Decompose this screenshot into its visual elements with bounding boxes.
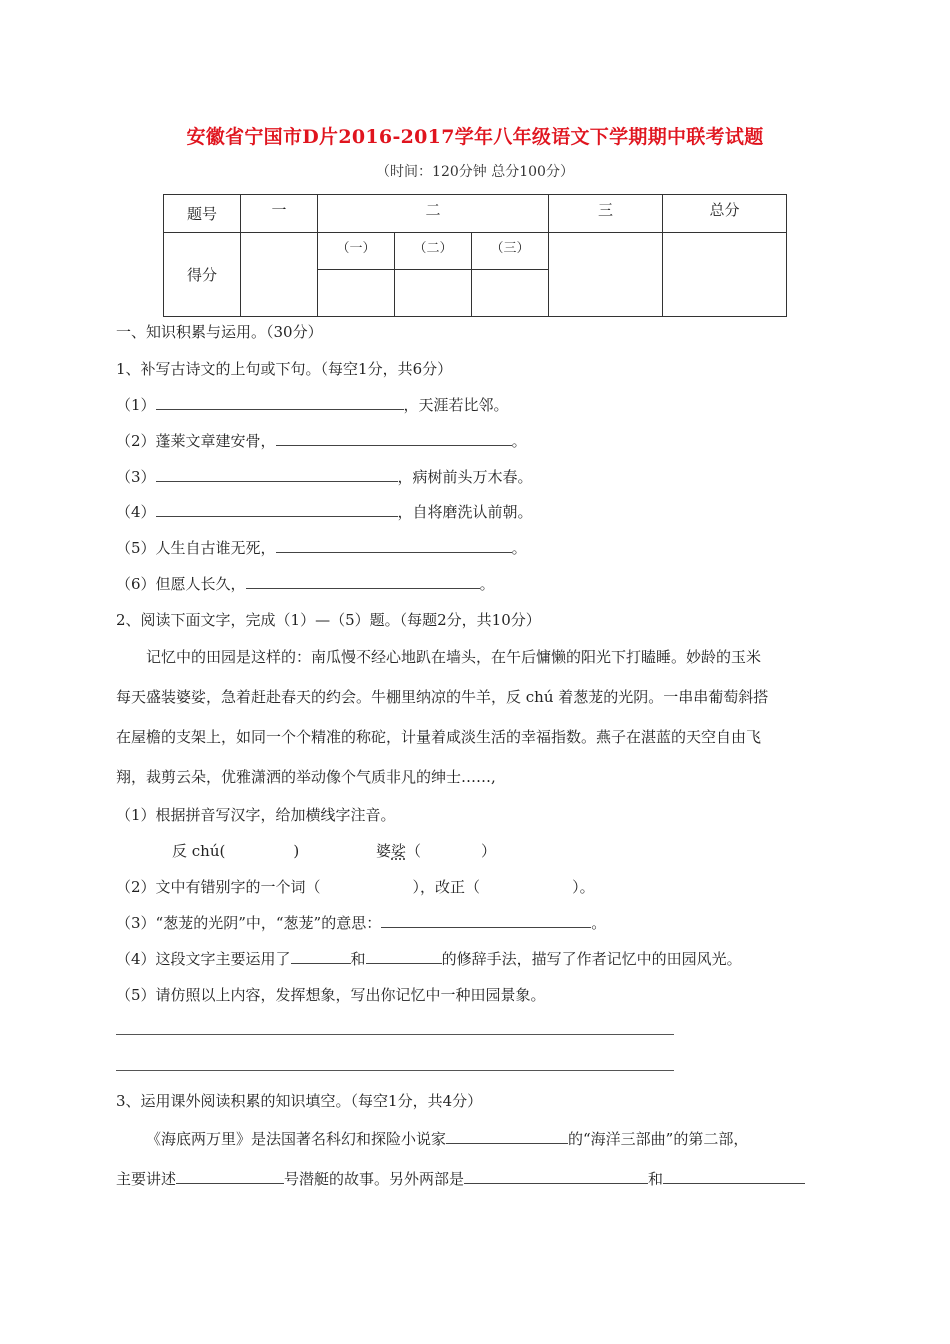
- header-part-2: 二: [318, 195, 549, 233]
- marked-character: 娑: [391, 842, 407, 860]
- subheader-2-3: （三）: [472, 233, 549, 270]
- passage-line-3: 在屋檐的支架上，如同一个个精准的称砣，计量着咸淡生活的幸福指数。燕子在湛蓝的天空自由飞: [116, 728, 762, 746]
- q3-line-1: [146, 1128, 748, 1149]
- sub-text: （4）这段文字主要运用了: [116, 950, 291, 968]
- q1-item-5: [116, 537, 527, 558]
- answer-blank-author[interactable]: [446, 1128, 568, 1144]
- header-total: 总分: [663, 195, 787, 233]
- answer-blank-submarine[interactable]: [176, 1168, 284, 1184]
- sub-text: 《海底两万里》是法国著名科幻和探险小说家: [146, 1130, 447, 1148]
- q2-sub1-part-b: [376, 840, 496, 861]
- sub-text: 的“海洋三部曲”的第二部，: [568, 1130, 749, 1148]
- item-text: 。: [511, 539, 527, 557]
- score-cell-2-3[interactable]: [472, 270, 549, 317]
- q3-line-2: [116, 1168, 805, 1189]
- sub-text: 和: [350, 950, 366, 968]
- score-cell-part-1[interactable]: [241, 233, 318, 317]
- passage-line-4: 翔，裁剪云朵，优雅潇洒的举动像个气质非凡的绅士……,: [116, 768, 496, 786]
- score-table: [163, 194, 787, 317]
- q1-item-4: [116, 501, 533, 522]
- q3-stem: 3、运用课外阅读积累的知识填空。（每空1分，共4分）: [116, 1092, 483, 1110]
- header-question-number: 题号: [164, 195, 241, 233]
- answer-blank[interactable]: [366, 948, 442, 964]
- paren-close: ）: [481, 842, 497, 860]
- pinyin-prompt: 反 chú(: [172, 842, 226, 860]
- sub-text: 主要讲述: [116, 1170, 177, 1188]
- q1-stem: 1、补写古诗文的上句或下句。（每空1分，共6分）: [116, 360, 453, 378]
- sub-text: 。: [591, 914, 607, 932]
- item-number: （3）: [116, 468, 156, 486]
- answer-blank[interactable]: [276, 430, 512, 446]
- sub-text: 号潜艇的故事。另外两部是: [284, 1170, 465, 1188]
- q2-sub5: （5）请仿照以上内容，发挥想象，写出你记忆中一种田园景象。: [116, 986, 546, 1004]
- sub-text: 的修辞手法，描写了作者记忆中的田园风光。: [441, 950, 742, 968]
- answer-blank[interactable]: [156, 394, 404, 410]
- writing-line-1[interactable]: [116, 1034, 674, 1035]
- q2-sub4: [116, 948, 742, 969]
- q2-sub1: （1）根据拼音写汉字，给加横线字注音。: [116, 806, 396, 824]
- item-text: ，病树前头万木春。: [397, 468, 533, 486]
- item-number: （1）: [116, 396, 156, 414]
- exam-time-info: （时间：120分钟 总分100分）: [376, 164, 574, 180]
- q1-item-2: [116, 430, 527, 451]
- word-prefix: 婆: [376, 842, 392, 860]
- header-part-3: 三: [549, 195, 663, 233]
- item-number: （5）: [116, 539, 156, 557]
- item-text: 蓬莱文章建安骨，: [155, 432, 276, 450]
- q2-sub2: [116, 876, 595, 897]
- q2-sub1-part-a: [172, 840, 299, 861]
- item-text: ，天涯若比邻。: [403, 396, 509, 414]
- sub-text: 和: [648, 1170, 664, 1188]
- score-cell-2-1[interactable]: [318, 270, 395, 317]
- item-text: 人生自古谁无死，: [155, 539, 276, 557]
- writing-line-2[interactable]: [116, 1070, 674, 1071]
- item-number: （2）: [116, 432, 156, 450]
- answer-blank[interactable]: [291, 948, 351, 964]
- sub-text: （3）“葱茏的光阴”中，“葱茏”的意思：: [116, 914, 382, 932]
- page-title: 安徽省宁国市D片2016-2017学年八年级语文下学期期中联考试题: [186, 126, 764, 148]
- passage-line-1: 记忆中的田园是这样的：南瓜慢不经心地趴在墙头，在午后慵懒的阳光下打瞌睡。妙龄的玉米: [146, 648, 762, 666]
- header-part-1: 一: [241, 195, 318, 233]
- answer-blank[interactable]: [156, 501, 398, 517]
- score-cell-2-2[interactable]: [395, 270, 472, 317]
- answer-blank[interactable]: [381, 912, 591, 928]
- section1-heading: 一、知识积累与运用。（30分）: [116, 323, 323, 341]
- answer-blank-book-1[interactable]: [464, 1168, 648, 1184]
- sub-text: （2）文中有错别字的一个词（: [116, 878, 321, 896]
- score-cell-total[interactable]: [663, 233, 787, 317]
- answer-blank-book-2[interactable]: [663, 1168, 805, 1184]
- sub-text: ）。: [572, 878, 595, 896]
- score-cell-part-3[interactable]: [549, 233, 663, 317]
- item-number: （4）: [116, 503, 156, 521]
- item-text: 但愿人长久，: [155, 575, 246, 593]
- answer-blank[interactable]: [276, 537, 512, 553]
- passage-line-2: 每天盛装婆娑，急着赶赴春天的约会。牛棚里纳凉的牛羊，反 chú 着葱茏的光阴。一串串葡萄斜搭: [116, 688, 769, 706]
- item-number: （6）: [116, 575, 156, 593]
- item-text: 。: [479, 575, 495, 593]
- item-text: 。: [511, 432, 527, 450]
- q1-item-3: [116, 466, 533, 487]
- paren-open: （: [406, 842, 422, 860]
- row-label-score: 得分: [164, 233, 241, 317]
- q2-sub3: [116, 912, 606, 933]
- q1-item-1: [116, 394, 509, 415]
- q1-item-6: [116, 573, 495, 594]
- paren-close: ): [293, 842, 300, 860]
- item-text: ，自将磨洗认前朝。: [397, 503, 533, 521]
- subheader-2-2: （二）: [395, 233, 472, 270]
- subheader-2-1: （一）: [318, 233, 395, 270]
- answer-blank[interactable]: [246, 573, 480, 589]
- q2-stem: 2、阅读下面文字，完成（1）—（5）题。（每题2分，共10分）: [116, 611, 541, 629]
- answer-blank[interactable]: [156, 466, 398, 482]
- sub-text: ），改正（: [412, 878, 481, 896]
